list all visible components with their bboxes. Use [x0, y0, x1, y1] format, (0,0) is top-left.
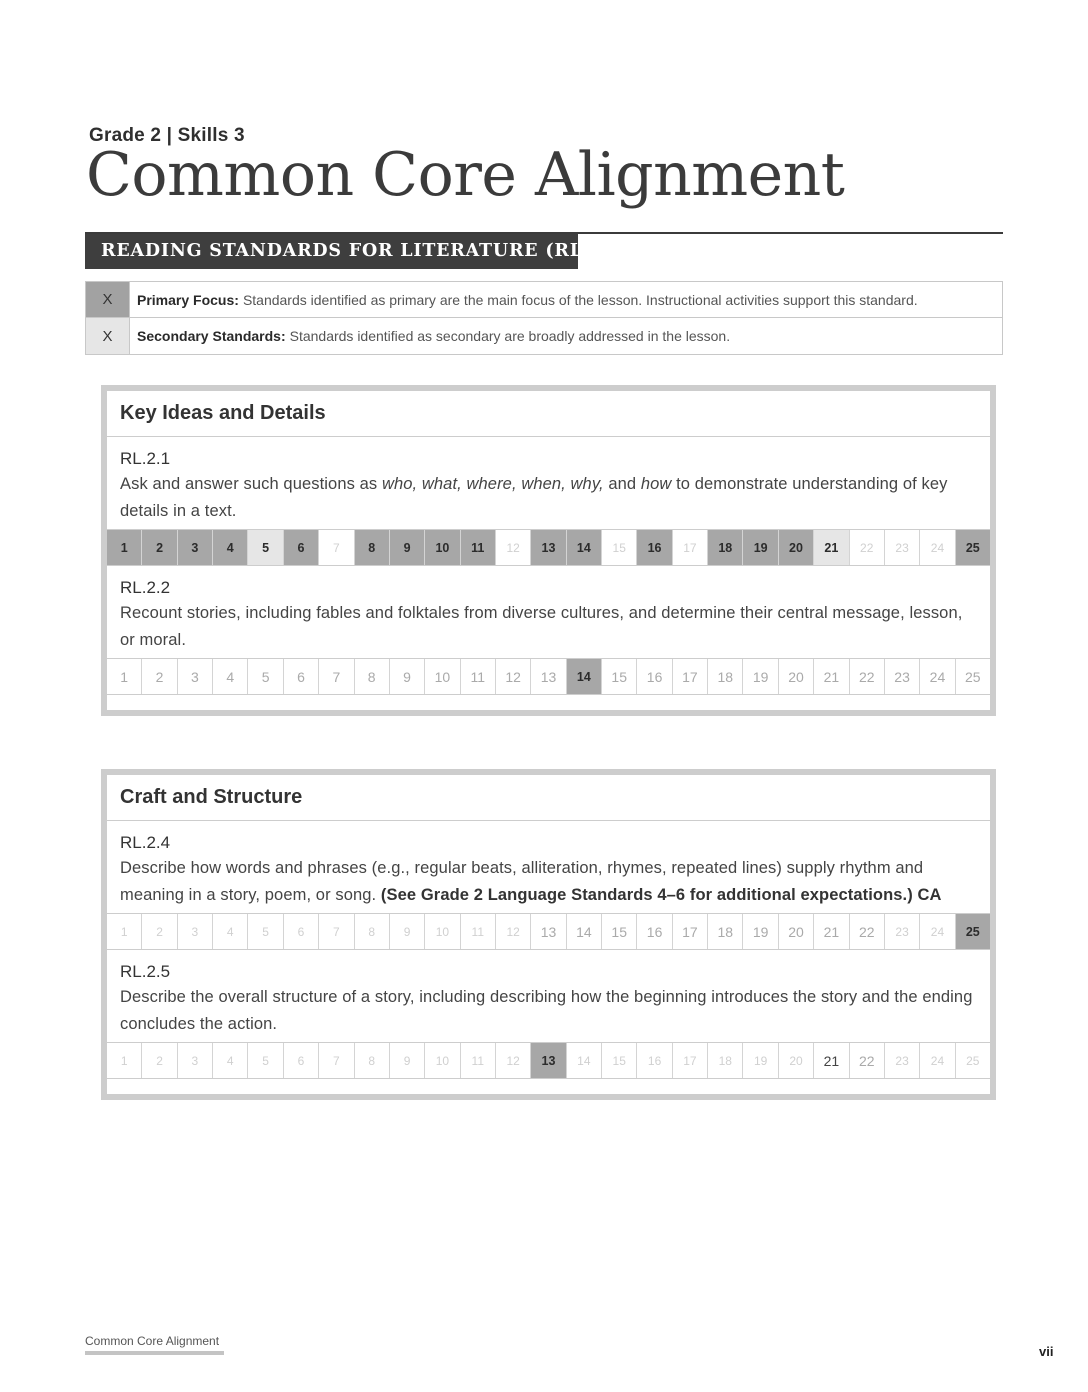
- standard-text-part: and: [603, 475, 641, 493]
- lesson-cell-7: 7: [319, 659, 354, 694]
- lesson-cell-18: 18: [708, 659, 743, 694]
- legend-label-secondary: Secondary Standards:: [137, 328, 286, 344]
- lesson-cell-11: 11: [461, 914, 496, 949]
- lesson-cell-10: 10: [425, 659, 460, 694]
- standard-text-part: Recount stories, including fables and folktales from diverse cultures, and determine their central message, lesson, or moral.: [120, 604, 963, 649]
- legend-row-secondary: [86, 318, 1002, 354]
- lesson-cell-17: 17: [673, 530, 708, 565]
- lesson-cell-15: 15: [602, 1043, 637, 1078]
- standard-text-part: who, what, where, when, why,: [381, 475, 604, 493]
- lesson-row: [107, 658, 990, 695]
- group-card-craft-structure: [101, 769, 996, 1100]
- lesson-cell-20: 20: [779, 914, 814, 949]
- standard-text-part: Ask and answer such questions as: [120, 475, 382, 493]
- lesson-cell-5: 5: [248, 914, 283, 949]
- lesson-cell-3: 3: [178, 914, 213, 949]
- lesson-cell-4: 4: [213, 1043, 248, 1078]
- lesson-cell-23: 23: [885, 914, 920, 949]
- lesson-cell-21: 21: [814, 530, 849, 565]
- lesson-cell-17: 17: [673, 1043, 708, 1078]
- lesson-cell-22: 22: [850, 914, 885, 949]
- lesson-cell-14: 14: [567, 1043, 602, 1078]
- lesson-cell-3: 3: [178, 659, 213, 694]
- lesson-cell-18: 18: [708, 530, 743, 565]
- legend-text-primary: [130, 282, 1002, 317]
- lesson-cell-6: 6: [284, 914, 319, 949]
- standard-text-part: how: [640, 475, 672, 493]
- lesson-cell-19: 19: [743, 659, 778, 694]
- lesson-cell-21: 21: [814, 914, 849, 949]
- lesson-cell-1: 1: [107, 659, 142, 694]
- lesson-cell-25: 25: [956, 659, 990, 694]
- lesson-cell-5: 5: [248, 530, 283, 565]
- lesson-cell-7: 7: [319, 1043, 354, 1078]
- lesson-cell-2: 2: [142, 530, 177, 565]
- standard-text-part: Describe the overall structure of a story, including describing how the beginning introduces the story and the ending concludes the action.: [120, 988, 973, 1033]
- lesson-cell-22: 22: [850, 530, 885, 565]
- lesson-cell-14: 14: [567, 914, 602, 949]
- standard-text: [120, 471, 977, 525]
- lesson-cell-4: 4: [213, 530, 248, 565]
- lesson-cell-16: 16: [637, 659, 672, 694]
- footer-label: Common Core Alignment: [85, 1334, 220, 1348]
- lesson-cell-18: 18: [708, 914, 743, 949]
- standard-block: [107, 950, 990, 1038]
- lesson-cell-21: 21: [814, 1043, 849, 1078]
- lesson-cell-24: 24: [920, 659, 955, 694]
- lesson-cell-12: 12: [496, 659, 531, 694]
- page-number: vii: [1039, 1344, 1054, 1359]
- legend-table: [85, 281, 1003, 355]
- lesson-cell-24: 24: [920, 914, 955, 949]
- lesson-cell-3: 3: [178, 530, 213, 565]
- card-spacer: [107, 1079, 990, 1094]
- standard-block: [107, 821, 990, 909]
- lesson-cell-10: 10: [425, 914, 460, 949]
- lesson-cell-16: 16: [637, 530, 672, 565]
- lesson-cell-19: 19: [743, 914, 778, 949]
- lesson-cell-5: 5: [248, 1043, 283, 1078]
- lesson-cell-8: 8: [355, 914, 390, 949]
- lesson-cell-25: 25: [956, 914, 990, 949]
- lesson-cell-19: 19: [743, 530, 778, 565]
- header-subtitle: Grade 2 | Skills 3: [89, 125, 245, 146]
- footer-bar: [85, 1351, 224, 1355]
- lesson-cell-23: 23: [885, 1043, 920, 1078]
- lesson-cell-2: 2: [142, 1043, 177, 1078]
- lesson-cell-11: 11: [461, 530, 496, 565]
- group-card-key-ideas: [101, 385, 996, 716]
- legend-label-primary: Primary Focus:: [137, 291, 239, 308]
- lesson-cell-19: 19: [743, 1043, 778, 1078]
- standard-text-part: (See Grade 2 Language Standards 4–6 for additional expectations.) CA: [380, 886, 942, 904]
- card-spacer: [107, 695, 990, 710]
- lesson-cell-12: 12: [496, 530, 531, 565]
- lesson-row: [107, 529, 990, 566]
- lesson-cell-6: 6: [284, 1043, 319, 1078]
- lesson-cell-12: 12: [496, 914, 531, 949]
- lesson-cell-25: 25: [956, 1043, 990, 1078]
- standard-code: RL.2.4: [120, 833, 171, 852]
- lesson-cell-14: 14: [567, 659, 602, 694]
- legend-description-primary: Standards identified as primary are the main focus of the lesson. Instructional activities support this standard.: [242, 291, 918, 308]
- group-title: Craft and Structure: [107, 775, 990, 821]
- lesson-cell-23: 23: [885, 659, 920, 694]
- standard-block: [107, 566, 990, 654]
- section-label: READING STANDARDS FOR LITERATURE (RL): [85, 234, 578, 269]
- lesson-cell-9: 9: [390, 914, 425, 949]
- legend-mark-primary: X: [86, 282, 130, 317]
- lesson-cell-15: 15: [602, 914, 637, 949]
- lesson-cell-13: 13: [531, 530, 566, 565]
- lesson-cell-25: 25: [956, 530, 990, 565]
- lesson-cell-15: 15: [602, 659, 637, 694]
- lesson-cell-20: 20: [779, 530, 814, 565]
- lesson-cell-20: 20: [779, 659, 814, 694]
- lesson-cell-2: 2: [142, 659, 177, 694]
- lesson-cell-16: 16: [637, 914, 672, 949]
- group-title: Key Ideas and Details: [107, 391, 990, 437]
- standard-text: [120, 600, 977, 654]
- standard-text: [120, 984, 977, 1038]
- lesson-cell-24: 24: [920, 1043, 955, 1078]
- standard-code: RL.2.5: [120, 962, 171, 981]
- lesson-cell-24: 24: [920, 530, 955, 565]
- lesson-cell-12: 12: [496, 1043, 531, 1078]
- lesson-cell-5: 5: [248, 659, 283, 694]
- lesson-row: [107, 913, 990, 950]
- lesson-cell-17: 17: [673, 659, 708, 694]
- standard-text-part: to demonstrate understanding of key details in a text.: [120, 475, 948, 520]
- lesson-cell-6: 6: [284, 530, 319, 565]
- lesson-row: [107, 1042, 990, 1079]
- lesson-cell-4: 4: [213, 914, 248, 949]
- lesson-cell-23: 23: [885, 530, 920, 565]
- lesson-cell-7: 7: [319, 530, 354, 565]
- lesson-cell-17: 17: [673, 914, 708, 949]
- lesson-cell-13: 13: [531, 914, 566, 949]
- standard-text-part: Describe how words and phrases (e.g., regular beats, alliteration, rhymes, repeated lines) supply rhythm and meaning in a story, poem, or song.: [120, 859, 924, 904]
- lesson-cell-6: 6: [284, 659, 319, 694]
- standard-code: RL.2.2: [120, 578, 171, 597]
- lesson-cell-2: 2: [142, 914, 177, 949]
- lesson-cell-11: 11: [461, 1043, 496, 1078]
- lesson-cell-8: 8: [355, 659, 390, 694]
- standard-code: RL.2.1: [120, 449, 171, 468]
- lesson-cell-4: 4: [213, 659, 248, 694]
- legend-row-primary: [86, 282, 1002, 318]
- lesson-cell-9: 9: [390, 1043, 425, 1078]
- lesson-cell-9: 9: [390, 659, 425, 694]
- standard-text: [120, 855, 977, 909]
- lesson-cell-7: 7: [319, 914, 354, 949]
- lesson-cell-13: 13: [531, 659, 566, 694]
- lesson-cell-22: 22: [850, 1043, 885, 1078]
- lesson-cell-10: 10: [425, 530, 460, 565]
- lesson-cell-15: 15: [602, 530, 637, 565]
- lesson-cell-1: 1: [107, 1043, 142, 1078]
- lesson-cell-3: 3: [178, 1043, 213, 1078]
- lesson-cell-8: 8: [355, 1043, 390, 1078]
- lesson-cell-16: 16: [637, 1043, 672, 1078]
- lesson-cell-21: 21: [814, 659, 849, 694]
- lesson-cell-14: 14: [567, 530, 602, 565]
- lesson-cell-20: 20: [779, 1043, 814, 1078]
- page-title: Common Core Alignment: [86, 140, 845, 210]
- lesson-cell-10: 10: [425, 1043, 460, 1078]
- legend-mark-secondary: X: [86, 318, 130, 354]
- lesson-cell-11: 11: [461, 659, 496, 694]
- lesson-cell-22: 22: [850, 659, 885, 694]
- legend-text-secondary: [130, 318, 1002, 354]
- lesson-cell-18: 18: [708, 1043, 743, 1078]
- lesson-cell-1: 1: [107, 914, 142, 949]
- standard-block: [107, 437, 990, 525]
- lesson-cell-1: 1: [107, 530, 142, 565]
- lesson-cell-13: 13: [531, 1043, 566, 1078]
- lesson-cell-9: 9: [390, 530, 425, 565]
- legend-description-secondary: Standards identified as secondary are broadly addressed in the lesson.: [289, 328, 731, 344]
- lesson-cell-8: 8: [355, 530, 390, 565]
